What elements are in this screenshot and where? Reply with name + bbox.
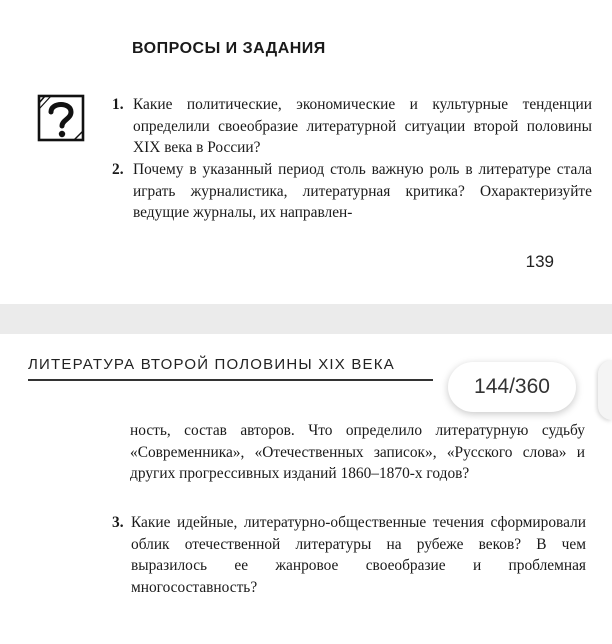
running-head: ЛИТЕРАТУРА ВТОРОЙ ПОЛОВИНЫ XIX ВЕКА (28, 356, 395, 373)
header-rule (28, 379, 433, 381)
scrollbar-handle[interactable] (598, 360, 612, 420)
question-text: Почему в указанный период столь важную роль в литературе стала играть журналистика, литературная критика? Охарактеризуйте ведущие журналы, их направлен- (133, 161, 592, 221)
question-text: Какие идейные, литературно-общественные течения сформировали облик отечественной литературы на рубеже веков? В чем выразилось ее жанровое своеобразие и проблемная многосоставность? (131, 514, 586, 596)
page-counter[interactable]: 144/360 (448, 362, 576, 412)
question-3 (112, 512, 586, 598)
question-2 (112, 159, 592, 224)
page-number: 139 (525, 252, 554, 271)
question-number: 1. (112, 96, 124, 113)
question-text: Какие политические, экономические и культурные тенденции определили своеобразие литературной ситуации второй половины XIX века в России? (133, 96, 592, 156)
question-number: 2. (112, 161, 124, 178)
question-mark-icon (36, 93, 86, 143)
continuation-text: ность, состав авторов. Что определило литературную судьбу «Современника», «Отечественных записок», «Русского слова» и других прогрессивных изданий 1860–1870-х годов? (130, 422, 585, 482)
page-139 (0, 0, 612, 304)
section-title: ВОПРОСЫ И ЗАДАНИЯ (132, 40, 326, 57)
question-number: 3. (112, 514, 124, 531)
question-1 (112, 94, 592, 159)
